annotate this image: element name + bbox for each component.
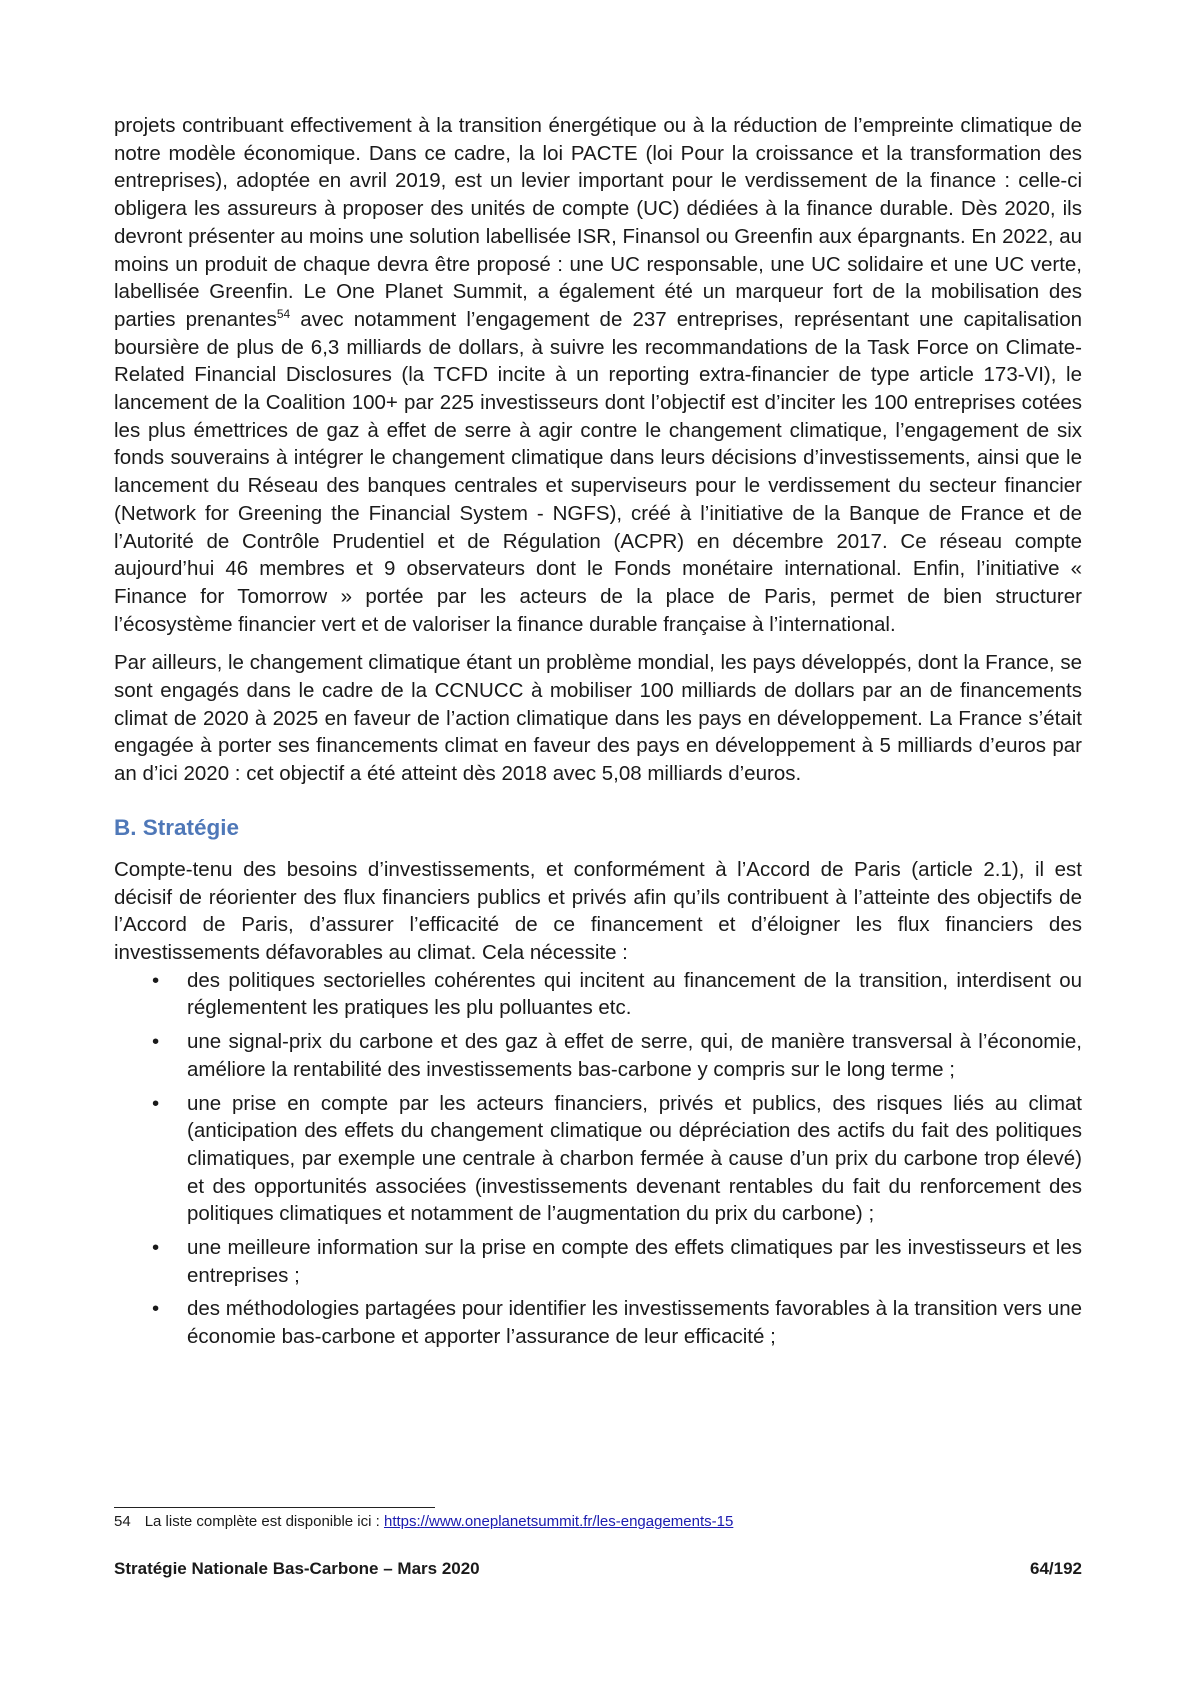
- bullet-icon: •: [152, 1236, 160, 1260]
- bullet-text: une signal-prix du carbone et des gaz à effet de serre, qui, de manière transversal à l’économie, améliore la rentabilité des investissements bas-carbone y compris sur le long terme ;: [187, 1030, 1082, 1081]
- footnote-reference-54[interactable]: 54: [276, 306, 291, 321]
- bullet-item-signal-prix: [114, 1028, 1082, 1083]
- bullet-icon: •: [152, 1030, 160, 1054]
- bullet-icon: •: [152, 968, 160, 992]
- bullet-text: des méthodologies partagées pour identifier les investissements favorables à la transition vers une économie bas-carbone et apporter l’assurance de leur efficacité ;: [187, 1297, 1082, 1349]
- footnote-text: La liste complète est disponible ici :: [144, 1513, 384, 1530]
- footer-document-title: Stratégie Nationale Bas-Carbone – Mars 2020: [114, 1559, 480, 1578]
- bullet-item-methodologies: [114, 1295, 1082, 1350]
- bullet-icon: •: [152, 1091, 160, 1115]
- footnote-number: 54: [114, 1513, 131, 1530]
- section-heading-strategie: B. Stratégie: [114, 814, 240, 840]
- paragraph-text-part2: avec notamment l’engagement de 237 entreprises, représentant une capitalisation boursière de plus de 6,3 milliards de dollars, à suivre les recommandations de la Task Force on Climate-Related Financial Disclosures (la TCFD incite à un reporting extra-financier de type article 173-VI), le lancement de la Coalition 100+ par 225 investisseurs dont l’objectif est d’inciter les 100 entreprises cotées les plus émettrices de gaz à effet de serre à agir contre le changement climatique, l’engagement de six fonds souverains à intégrer le changement climatique dans leurs décisions d’investissements, ainsi que le lancement du Réseau des banques centrales et superviseurs pour le verdissement du secteur financier (Network for Greening the Financial System - NGFS), créé à l’initiative de la Banque de France et de l’Autorité de Contrôle Prudentiel et de Régulation (ACPR) en décembre 2017. Ce réseau compte aujourd’hui 46 membres et 9 observateurs dont le Fonds monétaire international. Enfin, l’initiative « Finance for Tomorrow » portée par les acteurs de la place de Paris, permet de bien structurer l’écosystème financier vert et de valoriser la finance durable française à l’international.: [114, 307, 1083, 636]
- bullet-item-information: [114, 1234, 1082, 1289]
- paragraph-financements-climat: Par ailleurs, le changement climatique étant un problème mondial, les pays développés, dont la France, se sont engagés dans le cadre de la CCNUCC à mobiliser 100 milliards de dollars par an de financements climat de 2020 à 2025 en faveur de l’action climatique dans les pays en développement. La France s’était engagée à porter ses financements climat en faveur des pays en développement à 5 milliards d’euros par an d’ici 2020 : cet objectif a été atteint dès 2018 avec 5,08 milliards d’euros.: [114, 651, 1082, 786]
- bullet-icon: •: [152, 1297, 160, 1321]
- footnote-54: [114, 1512, 733, 1531]
- footnote-link[interactable]: https://www.oneplanetsummit.fr/les-engagements-15: [383, 1513, 734, 1530]
- bullet-item-risques-climat: [114, 1090, 1082, 1229]
- page-footer: [114, 1558, 1082, 1580]
- section-intro-paragraph: Compte-tenu des besoins d’investissements, et conformément à l’Accord de Paris (article 2.1), il est décisif de réorienter des flux financiers publics et privés afin qu’ils contribuent à l’atteinte des objectifs de l’Accord de Paris, d’assurer l’efficacité de ce financement et d’éloigner les flux financiers des investissements défavorables au climat. Cela nécessite :: [114, 857, 1082, 964]
- bullet-text: une prise en compte par les acteurs financiers, privés et publics, des risques liés au climat (anticipation des effets du changement climatique ou dépréciation des actifs du fait des politiques climatiques, par exemple une centrale à charbon fermée à cause d’un prix du carbone trop élevé) et des opportunités associées (investissements devenant rentables du fait du renforcement des politiques climatiques et notamment de l’augmentation du prix du carbone) ;: [187, 1091, 1082, 1226]
- bullet-text: une meilleure information sur la prise en compte des effets climatiques par les investisseurs et les entreprises ;: [187, 1236, 1082, 1287]
- footer-page-number: 64/192: [1030, 1559, 1082, 1578]
- paragraph-text-part1: projets contribuant effectivement à la transition énergétique ou à la réduction de l’empreinte climatique de notre modèle économique. Dans ce cadre, la loi PACTE (loi Pour la croissance et la transformation des entreprises), adoptée en avril 2019, est un levier important pour le verdissement de la finance : celle-ci obligera les assureurs à proposer des unités de compte (UC) dédiées à la finance durable. Dès 2020, ils devront présenter au moins une solution labellisée ISR, Finansol ou Greenfin aux épargnants. En 2022, au moins un produit de chaque devra être proposé : une UC responsable, une UC solidaire et une UC verte, labellisée Greenfin. Le One Planet Summit, a également été un marqueur fort de la mobilisation des parties prenantes: [114, 114, 1082, 331]
- paragraph-finance-verte: [114, 112, 1082, 638]
- footnote-divider: [114, 1507, 435, 1508]
- bullet-item-politiques-sectorielles: [114, 967, 1082, 1022]
- bullet-text: des politiques sectorielles cohérentes qui incitent au financement de la transition, interdisent ou réglementent les pratiques les plu polluantes etc.: [187, 968, 1082, 1020]
- page-content: [114, 112, 1082, 1357]
- strategy-bullet-list: [114, 967, 1082, 1351]
